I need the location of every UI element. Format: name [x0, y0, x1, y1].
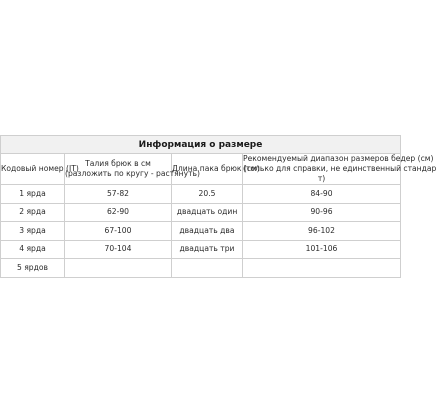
cell-waist [65, 259, 172, 278]
cell-code: 5 ярдов [1, 259, 65, 278]
header-code [1, 154, 79, 185]
table-row [1, 203, 401, 222]
table-row [1, 185, 401, 204]
cell-length: двадцать два [172, 222, 243, 241]
header-hips [243, 154, 436, 185]
header-row [1, 154, 401, 185]
header-length [172, 154, 260, 185]
header-waist-line2: (разложить по кругу - растянуть) [65, 169, 201, 178]
table-row [1, 240, 401, 259]
cell-code: 2 ярда [1, 203, 65, 222]
header-hips-line1: Рекомендуемый диапазон размеров бедер (см) [243, 154, 434, 163]
cell-length [172, 259, 243, 278]
cell-waist: 57-82 [65, 185, 172, 204]
cell-hips: 90-96 [243, 203, 401, 222]
header-waist [65, 154, 201, 185]
cell-length: 20.5 [172, 185, 243, 204]
cell-code: 1 ярда [1, 185, 65, 204]
cell-waist: 62-90 [65, 203, 172, 222]
cell-code: 3 ярда [1, 222, 65, 241]
header-code-label: Кодовый номер (IT) [1, 164, 79, 173]
cell-hips [243, 259, 401, 278]
size-table [0, 135, 436, 278]
cell-waist: 67-100 [65, 222, 172, 241]
cell-length: двадцать один [172, 203, 243, 222]
table-title: Информация о размере [1, 136, 401, 154]
cell-waist: 70-104 [65, 240, 172, 259]
header-length-label: Длина пака брюк (см) [172, 164, 260, 173]
header-waist-line1: Талия брюк в см [85, 159, 151, 168]
cell-length: двадцать три [172, 240, 243, 259]
table-row [1, 259, 401, 278]
header-hips-line3: т) [317, 174, 326, 183]
cell-hips: 101-106 [243, 240, 401, 259]
cell-code: 4 ярда [1, 240, 65, 259]
title-row [1, 136, 401, 154]
cell-hips: 84-90 [243, 185, 401, 204]
header-hips-line2: (только для справки, не единственный стандар [243, 164, 436, 173]
cell-hips: 96-102 [243, 222, 401, 241]
table-row [1, 222, 401, 241]
